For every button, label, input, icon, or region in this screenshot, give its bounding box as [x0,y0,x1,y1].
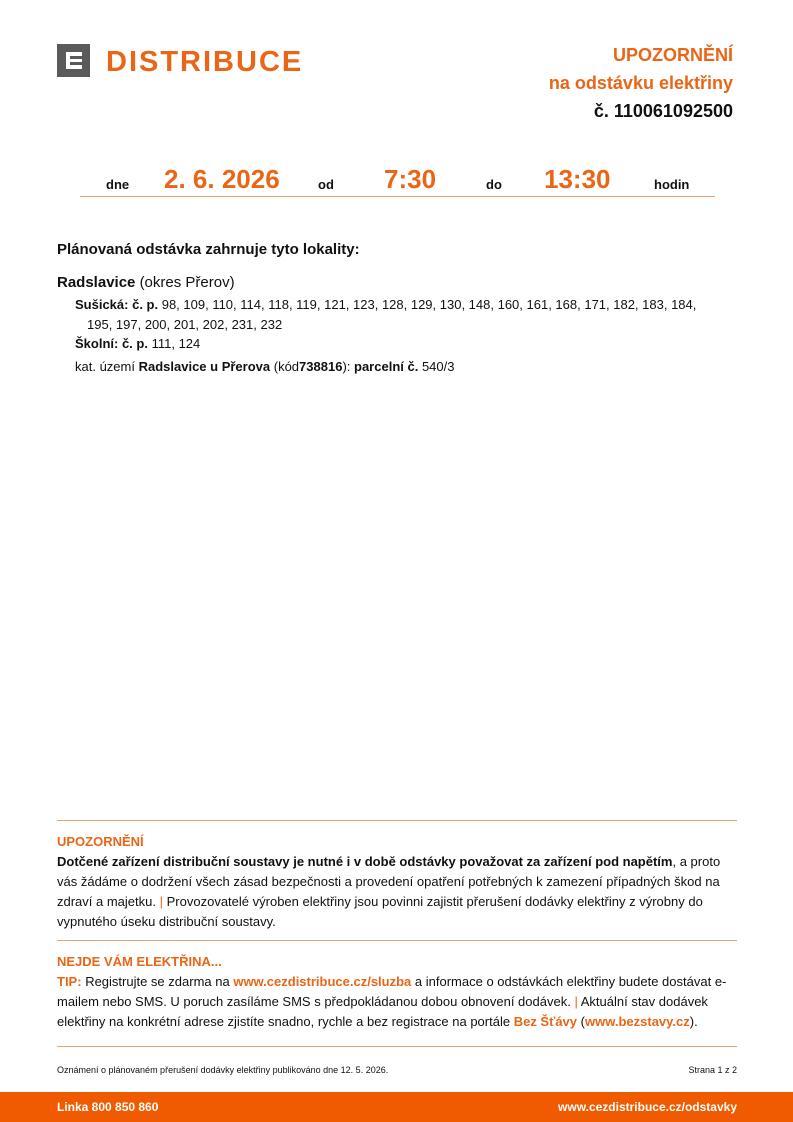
bezstavy-link[interactable]: www.bezstavy.cz [585,1014,690,1029]
parcel-label: parcelní č. [354,359,419,374]
status-text: Aktuální stav dodávek elektřiny na konkrétní adrese zjistíte snadno, rychle a bez registrace na portále [57,994,708,1029]
producers-text: Provozovatelé výroben elektřiny jsou povinni zajistit přerušení dodávky elektřiny z výrobny do vypnutého úseku distribuční soustavy. [57,894,703,929]
street-name: Školní: č. p. [75,336,148,351]
notice-subtitle: na odstávku elektřiny [548,73,733,93]
warning-title: UPOZORNĚNÍ [57,834,144,849]
house-numbers: 111, 124 [151,336,201,351]
notice-title: UPOZORNĚNÍ [612,45,733,65]
house-numbers: 98, 109, 110, 114, 118, 119, 121, 123, 128, 129, 130, 148, 160, 161, 168, 171, 182, 183, 184, [161,297,697,312]
town-name: Radslavice [57,274,136,291]
cadastre-prefix: kat. území [75,359,135,374]
service-link[interactable]: www.cezdistribuce.cz/sluzba [233,974,412,989]
cadastre-name: Radslavice u Přerova [138,359,271,374]
no-power-title: NEJDE VÁM ELEKTŘINA... [57,954,222,969]
cadastre-line [75,357,455,377]
cadastre-code-suffix: ): [342,359,351,374]
portal-name: Bez Šťávy [513,1014,578,1029]
cadastre-code-prefix: (kód [273,359,300,374]
tip-text-cont: a informace o odstávkách elektřiny budete dostávat e-mailem nebo SMS. U poruch zasíláme SMS s předpokládanou dobou obnovení dodávek. [57,974,727,1009]
separator: | [574,994,578,1009]
street-entry [75,334,200,354]
parcel-number: 540/3 [421,359,455,374]
town-line [57,274,235,291]
hotline: Linka 800 850 860 [57,1100,159,1114]
hours-label: hodin [654,177,690,192]
warning-bold-text: Dotčené zařízení distribuční soustavy je nutné i v době odstávky považovat za zařízení pod napětím [57,854,673,869]
section-divider [57,820,737,821]
page-number: Strana 1 z 2 [688,1065,737,1075]
district-name: (okres Přerov) [139,274,235,291]
footer-bar [0,1092,793,1122]
localities-heading: Plánovaná odstávka zahrnuje tyto lokality: [57,241,360,258]
house-numbers-cont: 195, 197, 200, 201, 202, 231, 232 [87,317,283,332]
notice-number: č. 110061092500 [593,101,733,121]
outage-date: 2. 6. 2026 [164,164,280,194]
cez-logo-icon [57,44,90,77]
street-entry [75,295,735,335]
close-paren: ). [689,1014,698,1029]
outage-end: 13:30 [544,164,611,194]
tip-label: TIP: [57,974,82,989]
from-label: od [318,177,334,192]
section-divider [57,940,737,941]
open-paren: ( [580,1014,585,1029]
schedule-divider [80,196,715,197]
to-label: do [486,177,502,192]
section-divider [57,1046,737,1047]
no-power-section [57,952,742,1032]
cadastre-code: 738816 [299,359,343,374]
outage-start: 7:30 [384,164,437,194]
tip-text: Registrujte se zdarma na [85,974,230,989]
street-name: Sušická: č. p. [75,297,159,312]
date-label: dne [106,177,130,192]
brand-name: DISTRIBUCE [106,46,304,78]
publication-note: Oznámení o plánovaném přerušení dodávky elektřiny publikováno dne 12. 5. 2026. [57,1065,389,1075]
warning-section [57,832,742,932]
warning-text: , a proto vás žádáme o dodržení všech zásad bezpečnosti a provedení opatření potřebných k zamezení případných škod na zdraví a majetku. [57,854,721,909]
separator: | [159,894,164,909]
outages-link[interactable]: www.cezdistribuce.cz/odstavky [558,1100,737,1114]
